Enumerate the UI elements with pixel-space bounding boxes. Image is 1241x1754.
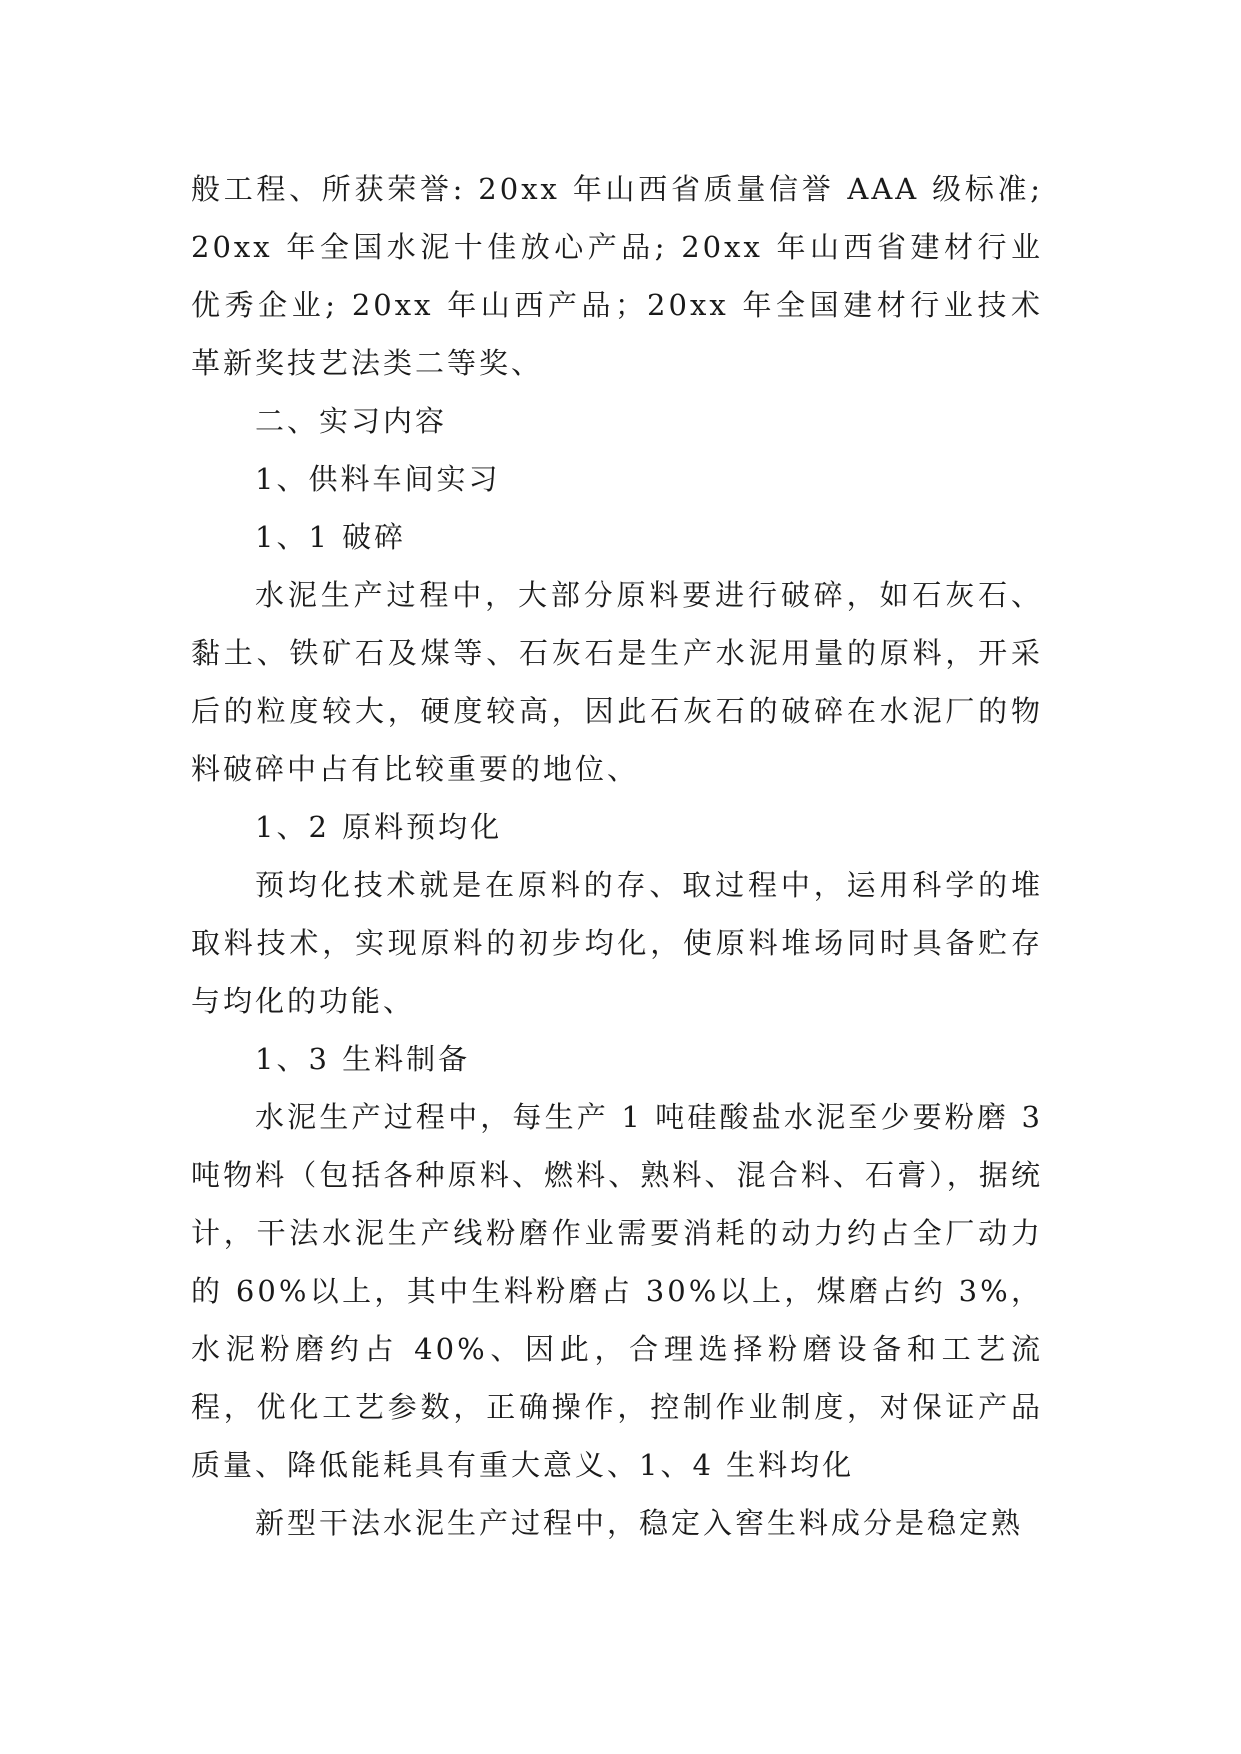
paragraph-prehomogenization: 预均化技术就是在原料的存、取过程中，运用科学的堆取料技术，实现原料的初步均化，使原料堆场同时具备贮存与均化的功能、 bbox=[191, 868, 1043, 1018]
heading-crushing: 1、1 破碎 bbox=[255, 520, 407, 554]
heading-prehomogenization: 1、2 原料预均化 bbox=[255, 810, 503, 844]
paragraph-crushing: 水泥生产过程中，大部分原料要进行破碎，如石灰石、黏土、铁矿石及煤等、石灰石是生产水泥用量的原料，开采后的粒度较大，硬度较高，因此石灰石的破碎在水泥厂的物料破碎中占有比较重要的地位、 bbox=[191, 578, 1043, 786]
paragraph-honors: 般工程、所获荣誉: 20xx 年山西省质量信誉 AAA 级标准; 20xx 年全国水泥十佳放心产品; 20xx 年山西省建材行业优秀企业; 20xx 年山西产品；20xx 年全国建材行业技术革新奖技艺法类二等奖、 bbox=[191, 172, 1043, 380]
heading-internship-content: 二、实习内容 bbox=[255, 404, 448, 438]
document-body bbox=[191, 160, 1043, 1552]
heading-raw-meal-preparation: 1、3 生料制备 bbox=[255, 1042, 471, 1076]
paragraph-raw-meal-preparation: 水泥生产过程中，每生产 1 吨硅酸盐水泥至少要粉磨 3 吨物料（包括各种原料、燃料、熟料、混合料、石膏），据统计，干法水泥生产线粉磨作业需要消耗的动力约占全厂动力的 60%以上，其中生料粉磨占 30%以上，煤磨占约 3%，水泥粉磨约占 40%、因此，合理选择粉磨设备和工艺流程，优化工艺参数，正确操作，控制作业制度，对保证产品质量、降低能耗具有重大意义、1、4 生料均化 bbox=[191, 1100, 1043, 1482]
heading-supply-workshop: 1、供料车间实习 bbox=[255, 462, 501, 496]
paragraph-raw-meal-homogenization: 新型干法水泥生产过程中，稳定入窖生料成分是稳定熟 bbox=[255, 1506, 1024, 1540]
